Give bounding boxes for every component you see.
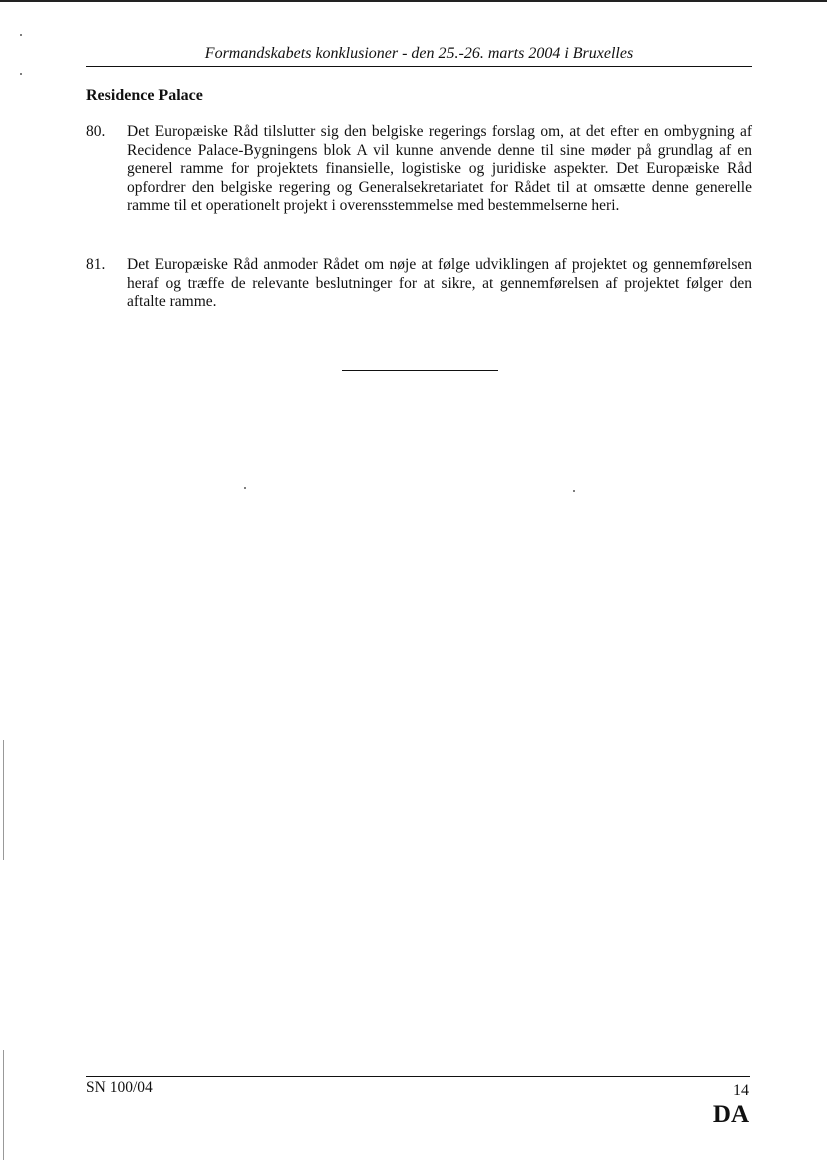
paragraph-number: 80.: [86, 123, 106, 140]
scan-top-edge: [0, 0, 827, 2]
paragraph-number: 81.: [86, 256, 106, 273]
end-of-text-rule: [342, 370, 498, 371]
scan-speck: [244, 487, 246, 489]
page-number: 14: [733, 1082, 749, 1099]
scan-speck: [20, 34, 22, 36]
scan-left-edge: [3, 740, 4, 860]
scan-speck: [573, 490, 575, 492]
scan-speck: [20, 73, 22, 75]
paragraph-81: [86, 256, 752, 312]
paragraph-80: [86, 123, 752, 216]
document-header: Formandskabets konklusioner - den 25.-26. marts 2004 i Bruxelles: [204, 45, 634, 62]
header-rule: [86, 66, 752, 67]
language-code: DA: [712, 1101, 749, 1128]
footer-rule: [86, 1076, 750, 1077]
paragraph-text: Det Europæiske Råd tilslutter sig den belgiske regerings forslag om, at det efter en ombygning af Recidence Palace-Bygningens blok A vil kunne anvende denne til sine møder på grundlag af en generel ramme for projektets finansielle, logistiske og juridiske aspekter. Det Europæiske Råd opfordrer den belgiske regering og Generalsekretariatet for Rådet til at omsætte denne generelle ramme til et operationelt projekt i overensstemmelse med bestemmelserne heri.: [127, 123, 752, 215]
section-title: Residence Palace: [86, 87, 203, 104]
document-reference: SN 100/04: [86, 1079, 153, 1096]
paragraph-text: Det Europæiske Råd anmoder Rådet om nøje at følge udviklingen af projektet og gennemførelsen heraf og træffe de relevante beslutninger for at sikre, at gennemførelsen af projektet følger den aftalte ramme.: [127, 256, 752, 311]
scan-left-edge: [3, 1050, 4, 1160]
